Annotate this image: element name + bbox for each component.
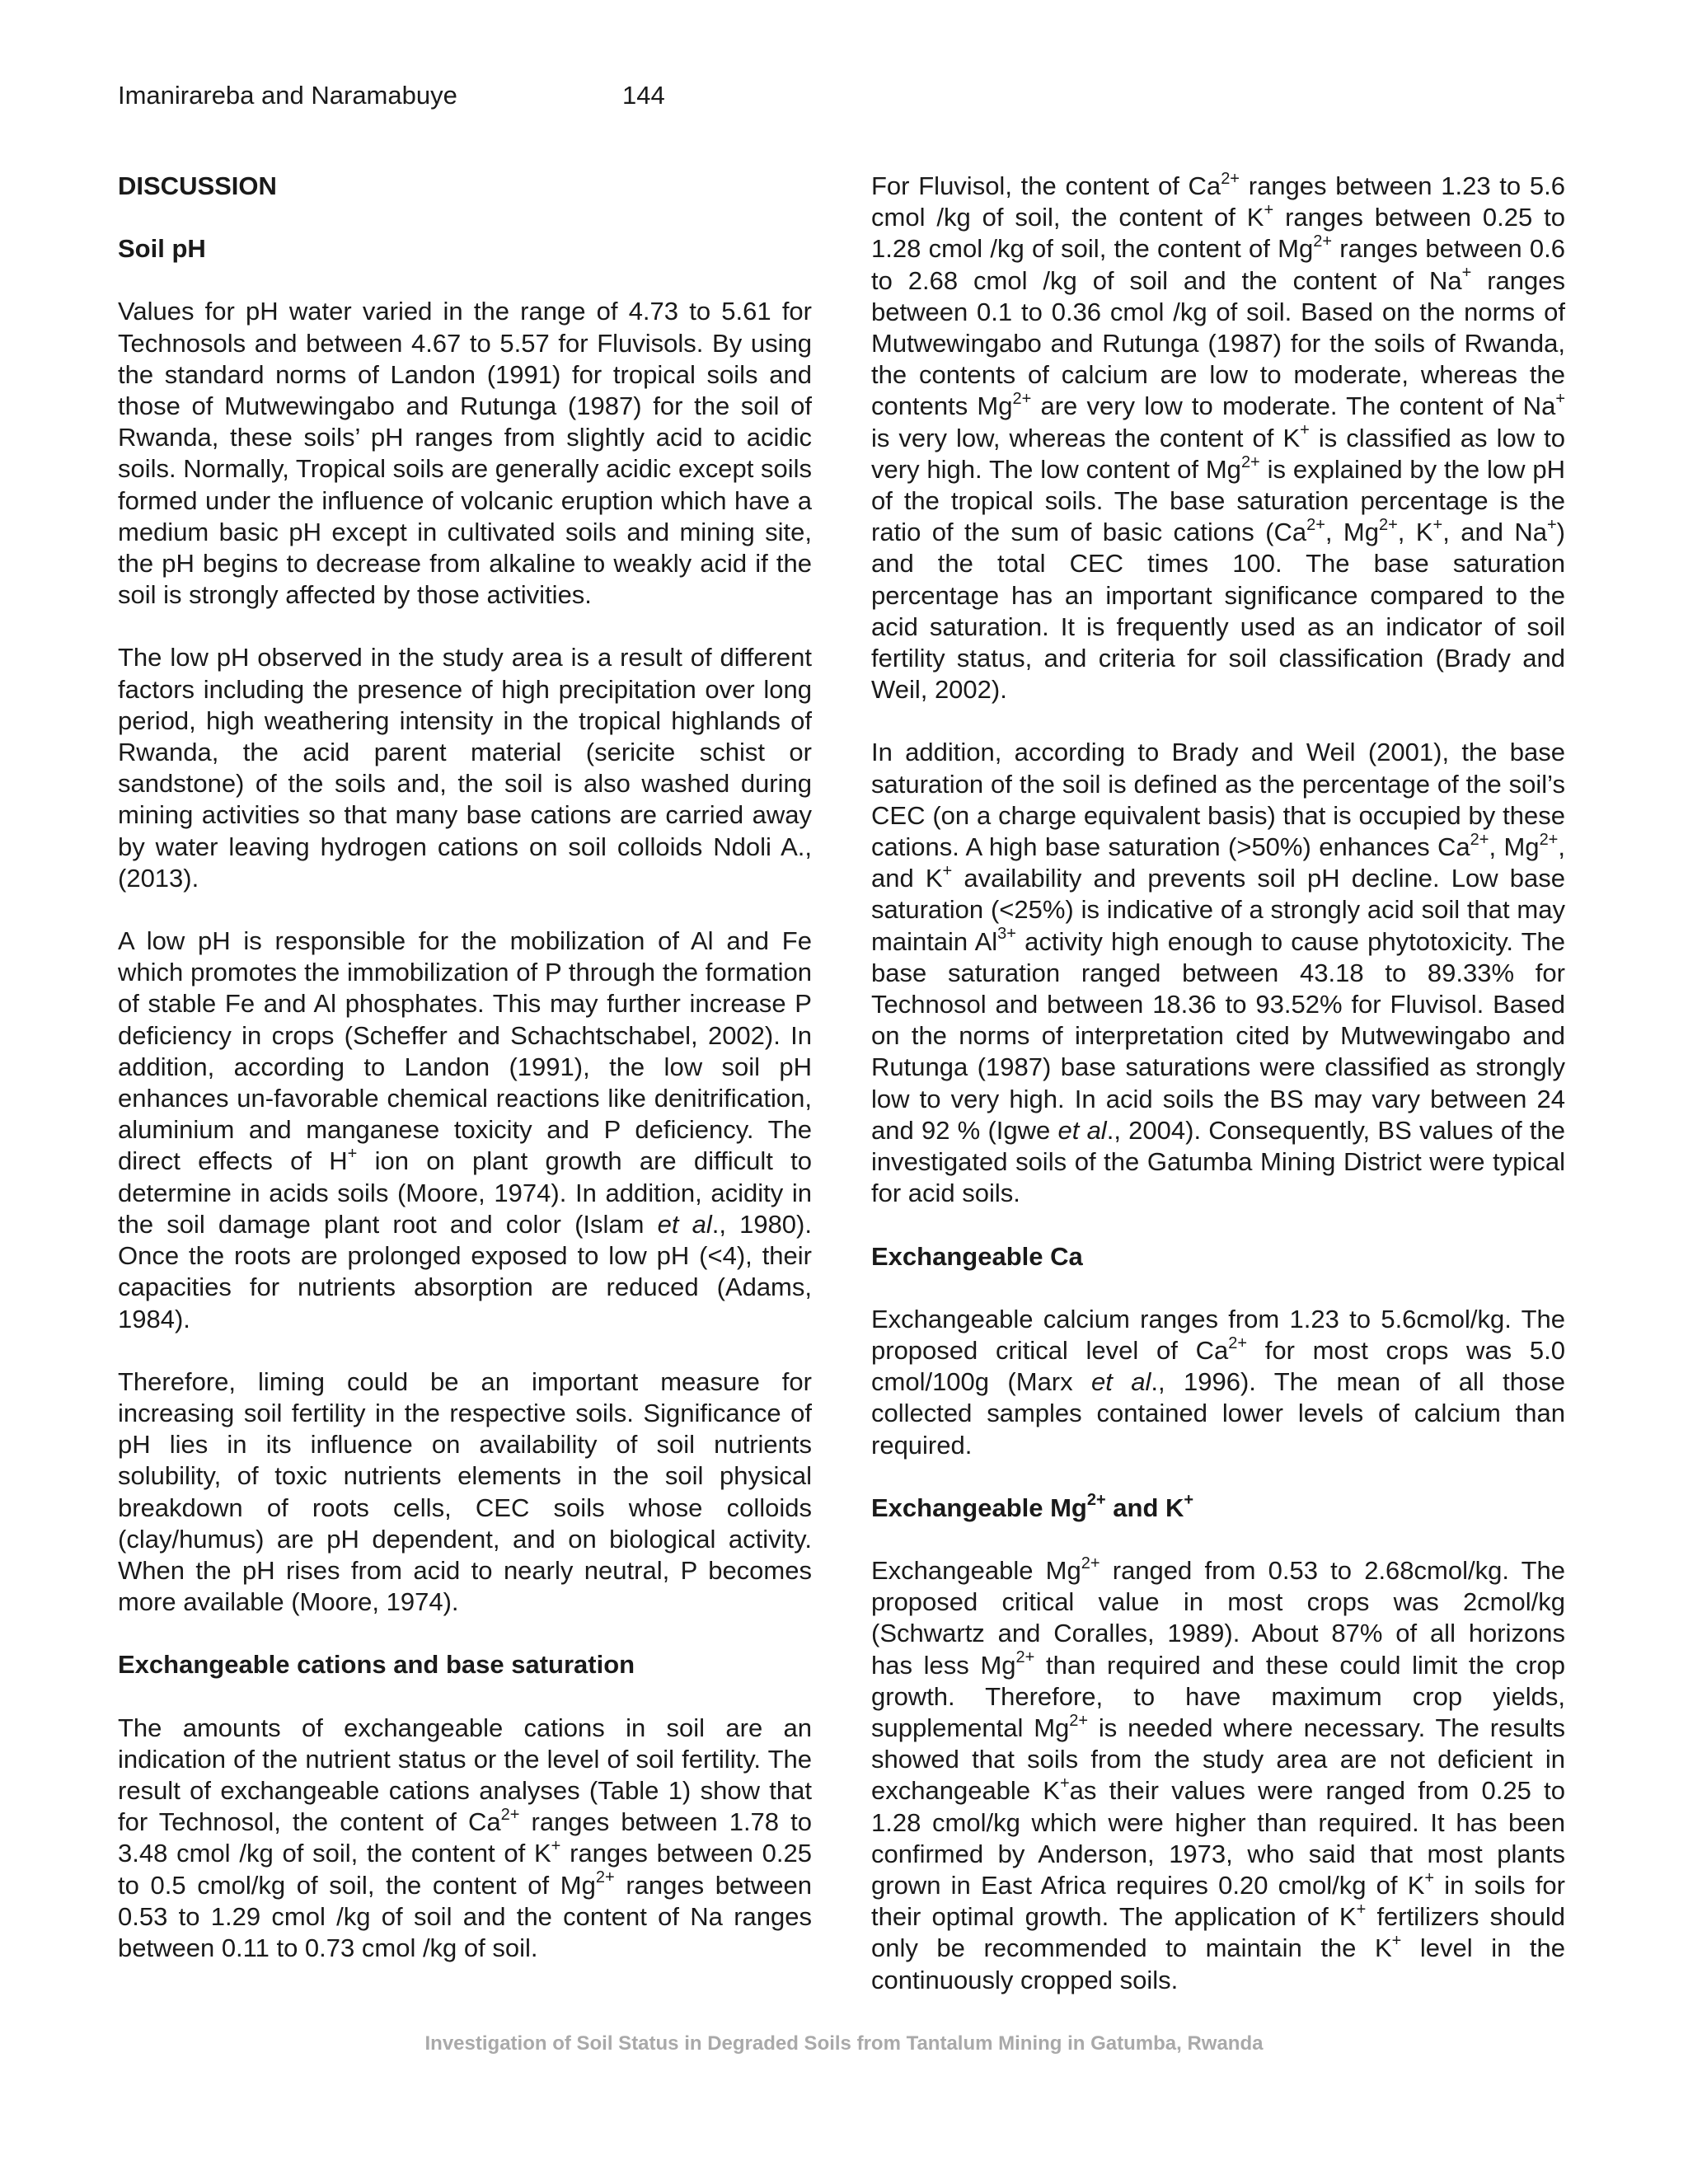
header-authors: Imanirareba and Naramabuye [118, 81, 457, 110]
paragraph-liming: Therefore, liming could be an important measure for increasing soil fertility in the respective soils. Significance of pH lies in its influence on availability of soil nutrients solubility, of toxic nutrients elements in the soil physical breakdown of roots cells, CEC soils whose colloids (clay/humus) are pH dependent, and on biological activity. When the pH rises from acid to nearly neutral, P becomes more available (Moore, 1974). [118, 1366, 812, 1617]
page-number: 144 [622, 81, 665, 110]
running-header [118, 79, 665, 112]
paragraph-cations-technosol: The amounts of exchangeable cations in soil are an indication of the nutrient status or the level of soil fertility. The result of exchangeable cations analyses (Table 1) show that for Technosol, the content of $Ca^{2+}$ ranges between 1.78 to 3.48 cmol /kg of soil, the content of K+ ranges between 0.25 to 0.5 cmol/kg of soil, the content of $Mg^{2+}$ ranges between 0.53 to 1.29 cmol /kg of soil and the content of Na ranges between 0.11 to 0.73 cmol /kg of soil. [118, 1713, 812, 1962]
paragraph-exchangeable-ca: Exchangeable calcium ranges from 1.23 to 5.6cmol/kg. The proposed critical level of $Ca^{2+}$ for most crops was 5.0 cmol/100g (Marx et al., 1996). The mean of all those collected samples contained lower levels of calcium than required. [871, 1304, 1565, 1460]
discussion-heading: DISCUSSION [118, 171, 277, 200]
right-column [871, 171, 1565, 2027]
left-column [118, 171, 812, 1995]
paragraph-low-ph-factors: The low pH observed in the study area is a result of different factors including the presence of high precipitation over long period, high weathering intensity in the tropical highlands of Rwanda, the acid parent material (sericite schist or sandstone) of the soils and, the soil is also washed during mining activities so that many base cations are carried away by water leaving hydrogen cations on soil colloids Ndoli A., (2013). [118, 643, 812, 893]
exchangeable-mg-k-heading: Exchangeable $Mg^{2+}$ and K+ [871, 1491, 1194, 1522]
journal-footer: Investigation of Soil Status in Degraded Soils from Tantalum Mining in Gatumba, Rwanda [424, 2032, 1264, 2055]
cations-heading: Exchangeable cations and base saturation [118, 1650, 635, 1680]
paragraph-low-ph-effects: A low pH is responsible for the mobilization of Al and Fe which promotes the immobilization of P through the formation of stable Fe and Al phosphates. This may further increase P deficiency in crops (Scheffer and Schachtschabel, 2002). In addition, according to Landon (1991), the low soil pH enhances un-favorable chemical reactions like denitrification, aluminium and manganese toxicity and P deficiency. The direct effects of H+ ion on plant growth are difficult to determine in acids soils (Moore, 1974). In addition, acidity in the soil damage plant root and color (Islam et al., 1980). Once the roots are prolonged exposed to low pH (<4), their capacities for nutrients absorption are reduced (Adams, 1984). [118, 926, 812, 1333]
exchangeable-ca-heading: Exchangeable Ca [871, 1241, 1083, 1271]
paragraph-base-saturation: In addition, according to Brady and Weil (2001), the base saturation of the soil is defined as the percentage of the soil’s CEC (on a charge equivalent basis) that is occupied by these cations. A high base saturation (>50%) enhances $Ca^{2+}$, $Mg^{2+}$, and K+ availability and prevents soil pH decline. Low base saturation (<25%) is indicative of a strongly acid soil that may maintain $Al^{3+}$ activity high enough to cause phytotoxicity. The base saturation ranged between 43.18 to 89.33% for Technosol and between 18.36 to 93.52% for Fluvisol. Based on the norms of interpretation cited by Mutwewingabo and Rutunga (1987) base saturations were classified as strongly low to very high. In acid soils the BS may vary between 24 and 92 % (Igwe et al., 2004). Consequently, BS values of the investigated soils of the Gatumba Mining District were typical for acid soils. [871, 738, 1566, 1208]
soil-ph-heading: Soil pH [118, 234, 206, 264]
paragraph-ph-values: Values for pH water varied in the range of 4.73 to 5.61 for Technosols and between 4.67 to 5.57 for Fluvisols. By using the standard norms of Landon (1991) for tropical soils and those of Mutwewingabo and Rutunga (1987) for the soil of Rwanda, these soils’ pH ranges from slightly acid to acidic soils. Normally, Tropical soils are generally acidic except soils formed under the influence of volcanic eruption which have a medium basic pH except in cultivated soils and mining site, the pH begins to decrease from alkaline to weakly acid if the soil is strongly affected by those activities. [118, 297, 812, 610]
paragraph-exchangeable-mg-k: Exchangeable $Mg^{2+}$ ranged from 0.53 to 2.68cmol/kg. The proposed critical value in most crops was 2cmol/kg (Schwartz and Coralles, 1989). About 87% of all horizons has less $Mg^{2+}$ than required and these could limit the crop growth. Therefore, to have maximum crop yields, supplemental $Mg^{2+}$ is needed where necessary. The results showed that soils from the study area are not deficient in exchangeable K+as their values were ranged from 0.25 to 1.28 cmol/kg which were higher than required. It has been confirmed by Anderson, 1973, who said that most plants grown in East Africa requires 0.20 cmol/kg of K+ in soils for their optimal growth. The application of K+ fertilizers should only be recommended to maintain the K+ level in the continuously cropped soils. [871, 1554, 1566, 1994]
paragraph-fluvisol: For Fluvisol, the content of $Ca^{2+}$ ranges between 1.23 to 5.6 cmol /kg of soil, the content of K+ ranges between 0.25 to 1.28 cmol /kg of soil, the content of $Mg^{2+}$ ranges between 0.6 to 2.68 cmol /kg of soil and the content of Na+ ranges between 0.1 to 0.36 cmol /kg of soil. Based on the norms of Mutwewingabo and Rutunga (1987) for the soils of Rwanda, the contents of calcium are low to moderate, whereas the contents $Mg^{2+}$ are very low to moderate. The content of Na+ is very low, whereas the content of K+ is classified as low to very high. The low content of $Mg^{2+}$ is explained by the low pH of the tropical soils. The base saturation percentage is the ratio of the sum of basic cations ($Ca^{2+}$, $Mg^{2+}$, K+, and Na+) and the total CEC times 100. The base saturation percentage has an important significance compared to the acid saturation. It is frequently used as an indicator of soil fertility status, and criteria for soil classification (Brady and Weil, 2002). [871, 169, 1565, 705]
